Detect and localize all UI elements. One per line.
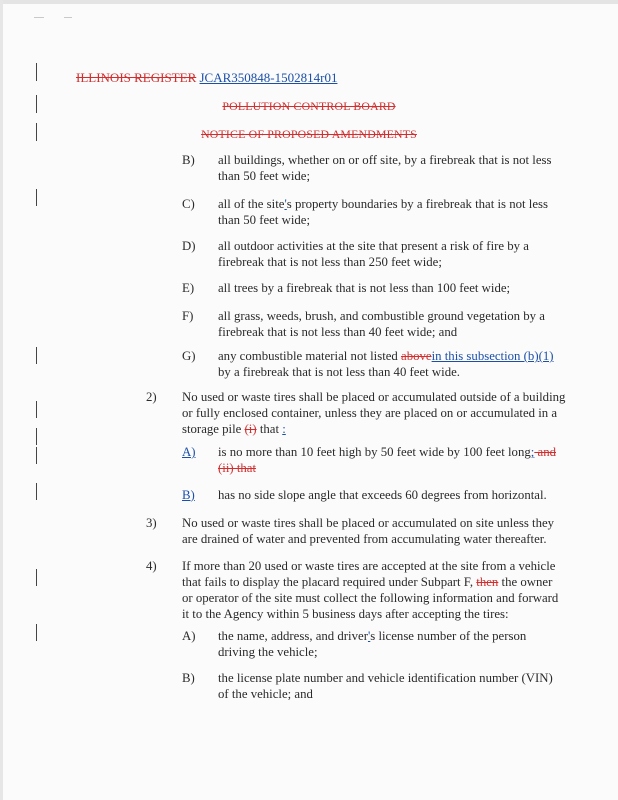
item-g-text: any combustible material not listed abovein this subsection (b)(1) by a firebreak that is not less than 40 feet wide. bbox=[218, 349, 554, 379]
notice-title: NOTICE OF PROPOSED AMENDMENTS bbox=[201, 127, 417, 141]
item-2a-text: is no more than 10 feet high by 50 feet wide by 100 feet long; and (ii) that bbox=[218, 445, 556, 475]
item-label: 3) bbox=[146, 516, 157, 530]
item-label: 2) bbox=[146, 390, 157, 404]
item-f-text: all grass, weeds, brush, and combustible ground vegetation by a firebreak that is not less than 40 feet wide; and bbox=[218, 309, 545, 339]
item-label: A) bbox=[182, 445, 196, 459]
change-bar bbox=[36, 347, 37, 364]
scan-mark bbox=[64, 17, 72, 18]
change-bar bbox=[36, 569, 37, 586]
item-label: A) bbox=[182, 629, 196, 643]
item-label: E) bbox=[182, 281, 195, 295]
register-header bbox=[76, 70, 337, 86]
register-inserted: JCAR350848-1502814r01 bbox=[199, 70, 338, 85]
change-bar bbox=[36, 189, 37, 206]
item-3-text: No used or waste tires shall be placed or accumulated on site unless they are drained of water and prevented from accumulating water thereafter. bbox=[182, 516, 555, 546]
item-label: G) bbox=[182, 349, 196, 363]
change-bar bbox=[36, 624, 37, 641]
item-4a-text: the name, address, and driver's license number of the person driving the vehicle; bbox=[218, 629, 527, 659]
change-bar bbox=[36, 447, 37, 464]
item-label: B) bbox=[182, 671, 195, 685]
scan-top-edge bbox=[0, 0, 618, 4]
item-4-text: If more than 20 used or waste tires are accepted at the site from a vehicle that fails to display the placard required under Subpart F, then the owner or operator of the site must collect the following information and forward it to the Agency within 5 business days after accepting the tires: bbox=[182, 559, 559, 621]
change-bar bbox=[36, 401, 37, 418]
board-title: POLLUTION CONTROL BOARD bbox=[222, 99, 396, 113]
item-label: C) bbox=[182, 197, 195, 211]
item-c-text: all of the site's property boundaries by a firebreak that is not less than 50 feet wide; bbox=[218, 197, 548, 227]
item-label: B) bbox=[182, 488, 195, 502]
item-4b-text: the license plate number and vehicle identification number (VIN) of the vehicle; and bbox=[218, 671, 553, 701]
item-label: F) bbox=[182, 309, 194, 323]
change-bar bbox=[36, 483, 37, 500]
item-label: D) bbox=[182, 239, 196, 253]
register-deleted: ILLINOIS REGISTER bbox=[76, 70, 197, 85]
item-b-text: all buildings, whether on or off site, by a firebreak that is not less than 50 feet wide; bbox=[218, 153, 552, 183]
item-2-text: No used or waste tires shall be placed or accumulated outside of a building or fully enclosed container, unless they are placed on or accumulated in a storage pile (i) that : bbox=[182, 390, 566, 436]
change-bar bbox=[36, 63, 37, 81]
item-label: 4) bbox=[146, 559, 157, 573]
item-d-text: all outdoor activities at the site that present a risk of fire by a firebreak that is not less than 250 feet wide; bbox=[218, 239, 529, 269]
scan-mark bbox=[34, 17, 44, 18]
change-bar bbox=[36, 428, 37, 445]
item-2b-text: has no side slope angle that exceeds 60 degrees from horizontal. bbox=[218, 488, 547, 502]
item-e-text: all trees by a firebreak that is not less than 100 feet wide; bbox=[218, 281, 511, 295]
item-label: B) bbox=[182, 153, 195, 167]
scan-left-edge bbox=[0, 0, 3, 800]
